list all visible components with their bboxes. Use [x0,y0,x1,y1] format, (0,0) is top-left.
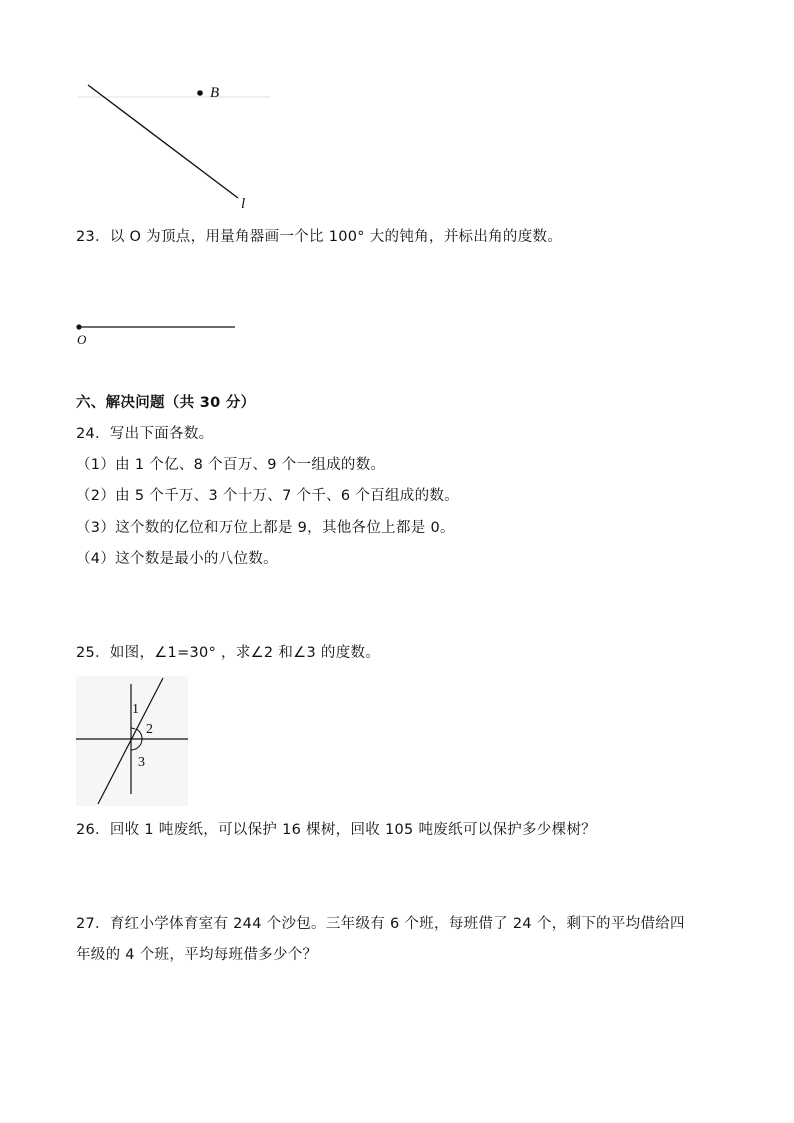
angle-label-1: 1 [132,702,139,717]
question-24-item-2: （2）由 5 个千万、3 个十万、7 个千、6 个百组成的数。 [76,488,459,504]
ray-o-svg [72,318,252,352]
question-27-line-2: 年级的 4 个班，平均每班借多少个？ [76,947,318,963]
angle-label-3: 3 [138,755,145,770]
figure-angles [76,676,188,806]
figure-background [76,676,188,806]
question-24-item-3: （3）这个数的亿位和万位上都是 9，其他各位上都是 0。 [76,520,455,536]
point-b [197,90,203,96]
label-o: O [77,332,87,347]
question-23: 23．以 O 为顶点，用量角器画一个比 100° 大的钝角，并标出角的度数。 [76,229,563,245]
question-24-item-4: （4）这个数是最小的八位数。 [76,551,278,567]
question-24-item-1: （1）由 1 个亿、8 个百万、9 个一组成的数。 [76,457,386,473]
angle-label-2: 2 [146,722,153,737]
figure-ray-o [72,318,252,352]
figure-angles-svg [76,676,188,806]
question-26: 26．回收 1 吨废纸，可以保护 16 棵树，回收 105 吨废纸可以保护多少棵树？ [76,822,597,838]
label-b: B [210,85,220,101]
figure-point-line [70,80,290,220]
vertex-o [76,324,81,329]
section-6-title: 六、解决问题（共 30 分） [76,395,256,411]
question-25: 25．如图，∠1=30° ，求∠2 和∠3 的度数。 [76,645,381,661]
label-l: l [241,196,246,212]
figure-point-line-svg [70,80,290,220]
question-24-stem: 24．写出下面各数。 [76,426,214,442]
question-27-line-1: 27．育红小学体育室有 244 个沙包。三年级有 6 个班，每班借了 24 个，剩下的平均借给四 [76,916,685,932]
